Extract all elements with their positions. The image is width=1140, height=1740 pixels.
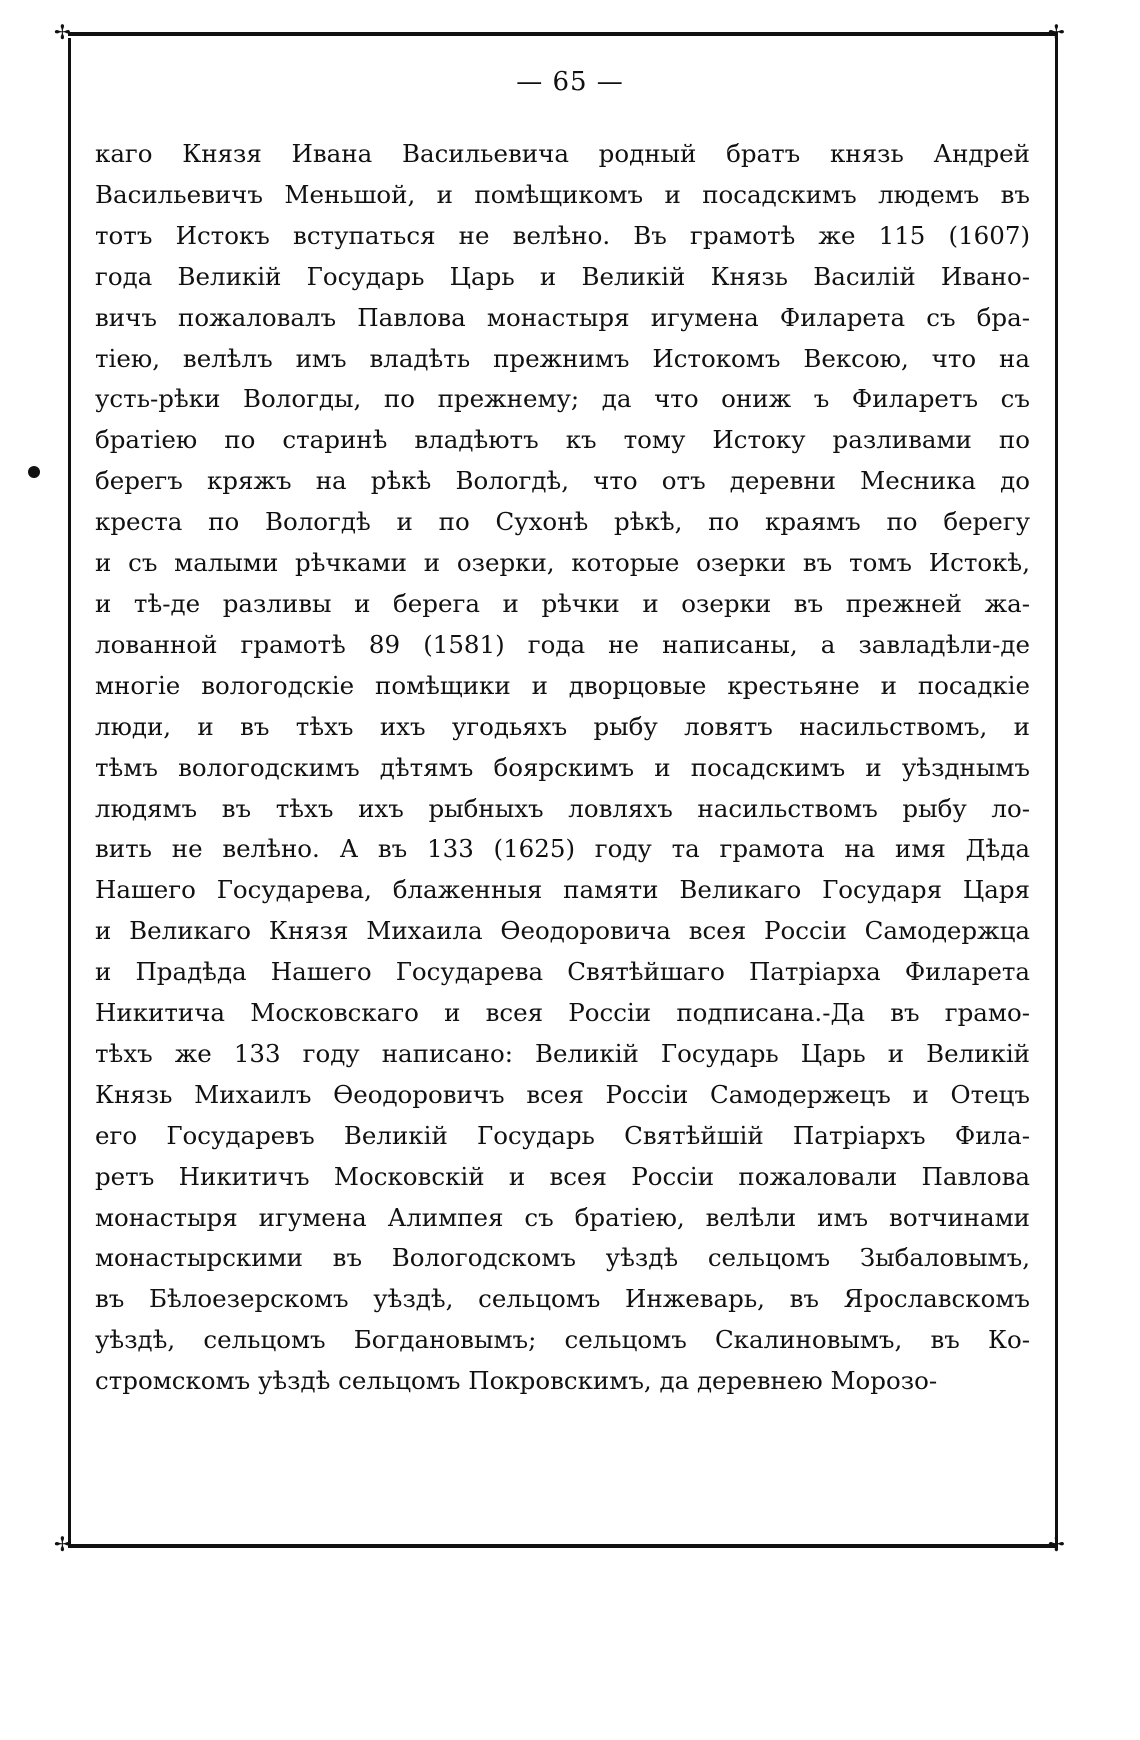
text-line: и Прадѣда Нашего Государева Святѣйшаго Патріарха Филарета <box>95 957 1030 987</box>
text-line: братіею по старинѣ владѣютъ къ тому Истоку разливами по <box>95 425 1030 455</box>
text-line: тѣхъ же 133 году написано: Великій Государь Царь и Великій <box>95 1038 1030 1068</box>
text-line: людямъ въ тѣхъ ихъ рыбныхъ ловляхъ насильствомъ рыбу ло- <box>95 793 1030 823</box>
text-line: ретъ Никитичъ Московскій и всея Россіи пожаловали Павлова <box>95 1161 1030 1191</box>
ornament-cross-icon: ✢ <box>54 20 71 44</box>
text-line: берегъ кряжъ на рѣкѣ Вологдѣ, что отъ деревни Месника до <box>95 466 1030 496</box>
text-line: вить не велѣно. А въ 133 (1625) году та грамота на имя Дѣда <box>95 834 1030 864</box>
text-line: лованной грамотѣ 89 (1581) года не написаны, а завладѣли-де <box>95 629 1030 659</box>
text-line: усть-рѣки Вологды, по прежнему; да что ониж ъ Филаретъ съ <box>95 384 1030 414</box>
right-border-rule <box>1055 38 1058 1544</box>
text-line: креста по Вологдѣ и по Сухонѣ рѣкѣ, по краямъ по берегу <box>95 507 1030 537</box>
text-line: монастыря игумена Алимпея съ братіею, велѣли имъ вотчинами <box>95 1202 1030 1232</box>
text-line: его Государевъ Великій Государь Святѣйшій Патріархъ Фила- <box>95 1120 1030 1150</box>
text-line: стромскомъ уѣздѣ сельцомъ Покровскимъ, да деревнею Морозо- <box>95 1366 938 1396</box>
top-border-rule <box>68 32 1058 36</box>
text-line: монастырскими въ Вологодскомъ уѣздѣ сельцомъ Зыбаловымъ, <box>95 1243 1030 1273</box>
text-line: уѣздѣ, сельцомъ Богдановымъ; сельцомъ Скалиновымъ, въ Ко- <box>95 1325 1030 1355</box>
text-line: тотъ Истокъ вступаться не велѣно. Въ грамотѣ же 115 (1607) <box>95 220 1030 250</box>
text-line: въ Бѣлоезерскомъ уѣздѣ, сельцомъ Инжеварь, въ Ярославскомъ <box>95 1284 1030 1314</box>
text-line: Князь Михаилъ Ѳеодоровичъ всея Россіи Самодержецъ и Отецъ <box>95 1079 1030 1109</box>
text-line: тіею, велѣлъ имъ владѣть прежнимъ Истокомъ Вексою, что на <box>95 343 1030 373</box>
ornament-cross-icon: ✢ <box>54 1532 71 1556</box>
left-border-rule <box>68 38 71 1544</box>
margin-ink-dot <box>28 466 40 478</box>
text-line: Нашего Государева, блаженныя памяти Великаго Государя Царя <box>95 875 1030 905</box>
ornament-cross-icon: ✢ <box>1048 1532 1065 1556</box>
text-line: каго Князя Ивана Васильевича родный братъ князь Андрей <box>95 139 1030 168</box>
text-line: и съ малыми рѣчками и озерки, которые озерки въ томъ Истокѣ, <box>95 548 1030 578</box>
text-line: вичъ пожаловалъ Павлова монастыря игумена Филарета съ бра- <box>95 302 1030 332</box>
body-text <box>95 134 1030 1402</box>
text-line: и тѣ-де разливы и берега и рѣчки и озерки въ прежней жа- <box>95 588 1030 618</box>
bottom-border-rule <box>68 1544 1058 1548</box>
text-line: тѣмъ вологодскимъ дѣтямъ боярскимъ и посадскимъ и уѣзднымъ <box>95 752 1030 782</box>
text-line: и Великаго Князя Михаила Ѳеодоровича всея Россіи Самодержца <box>95 916 1030 946</box>
text-line: года Великій Государь Царь и Великій Князь Василій Ивано- <box>95 261 1030 291</box>
text-line: люди, и въ тѣхъ ихъ угодьяхъ рыбу ловятъ насильствомъ, и <box>95 711 1030 741</box>
ornament-cross-icon: ✢ <box>1048 20 1065 44</box>
text-line: многіе вологодскіе помѣщики и дворцовые крестьяне и посадкіе <box>95 670 1030 700</box>
text-line: Васильевичъ Меньшой, и помѣщикомъ и посадскимъ людемъ въ <box>95 179 1030 209</box>
page-number: — 65 — <box>516 67 624 97</box>
text-line: Никитича Московскаго и всея Россіи подписана.-Да въ грамо- <box>95 998 1030 1028</box>
